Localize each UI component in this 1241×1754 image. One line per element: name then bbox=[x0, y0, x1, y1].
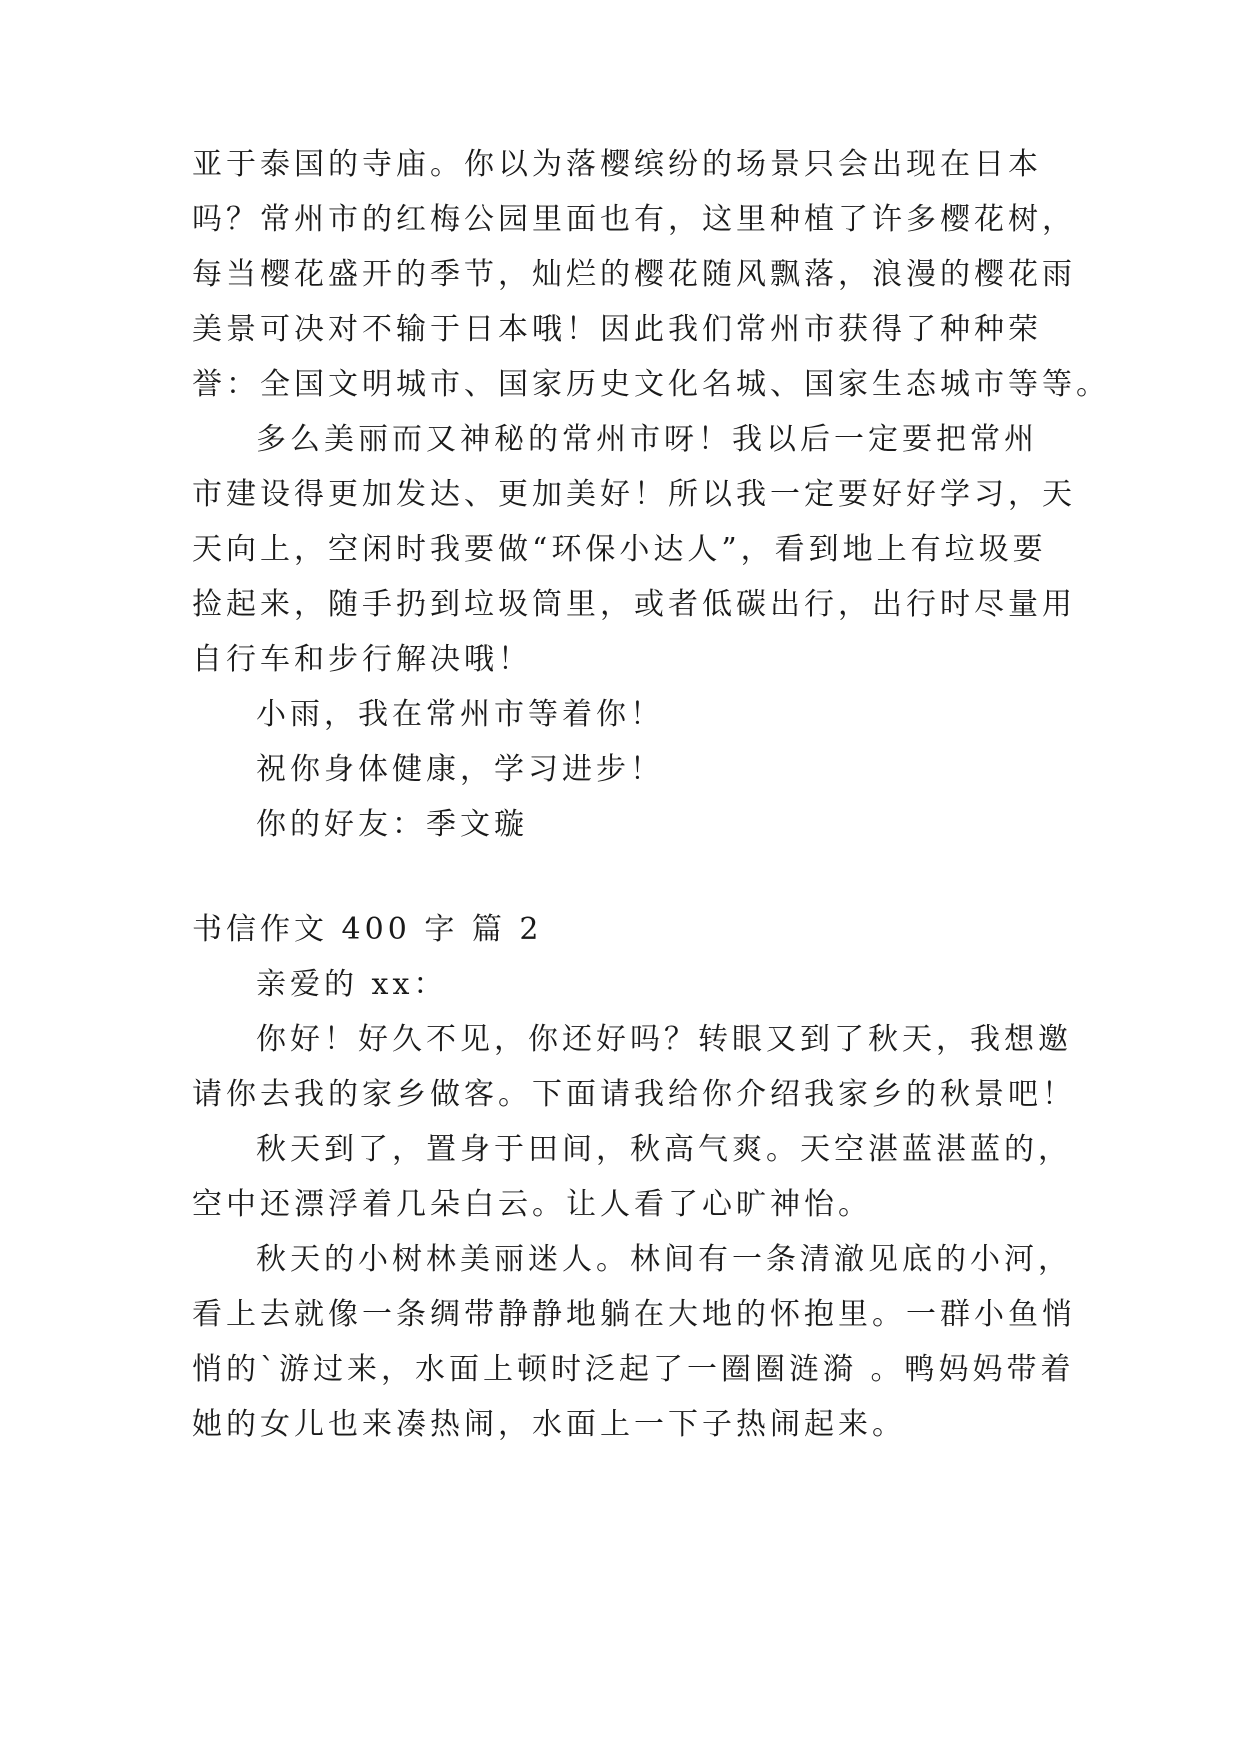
paragraph-line: 吗？常州市的红梅公园里面也有，这里种植了许多樱花树， bbox=[192, 202, 1076, 237]
paragraph-line: 多么美丽而又神秘的常州市呀！我以后一定要把常州 bbox=[256, 422, 1038, 457]
paragraph-line: 看上去就像一条绸带静静地躺在大地的怀抱里。一群小鱼悄 bbox=[192, 1297, 1076, 1332]
paragraph-line: 秋天到了，置身于田间，秋高气爽。天空湛蓝湛蓝的， bbox=[256, 1132, 1072, 1167]
paragraph-line: 你好！好久不见，你还好吗？转眼又到了秋天，我想邀 bbox=[256, 1022, 1072, 1057]
paragraph-line: 空中还漂浮着几朵白云。让人看了心旷神怡。 bbox=[192, 1187, 872, 1222]
paragraph-line: 天向上，空闲时我要做“环保小达人”，看到地上有垃圾要 bbox=[192, 532, 1047, 567]
paragraph-line: 捡起来，随手扔到垃圾筒里，或者低碳出行，出行时尽量用 bbox=[192, 587, 1076, 622]
paragraph-line: 每当樱花盛开的季节，灿烂的樱花随风飘落，浪漫的樱花雨 bbox=[192, 257, 1076, 292]
paragraph-line: 悄的`游过来，水面上顿时泛起了一圈圈涟漪 。鸭妈妈带着 bbox=[192, 1352, 1075, 1387]
signature-line: 你的好友：季文璇 bbox=[256, 807, 528, 842]
paragraph-line: 秋天的小树林美丽迷人。林间有一条清澈见底的小河， bbox=[256, 1242, 1072, 1277]
closing-line: 小雨，我在常州市等着你！ bbox=[256, 697, 664, 732]
paragraph-line: 誉：全国文明城市、国家历史文化名城、国家生态城市等等。 bbox=[192, 367, 1110, 402]
paragraph-line: 她的女儿也来凑热闹，水面上一下子热闹起来。 bbox=[192, 1407, 906, 1442]
closing-line: 祝你身体健康，学习进步！ bbox=[256, 752, 664, 787]
paragraph-line: 美景可决对不输于日本哦！因此我们常州市获得了种种荣 bbox=[192, 312, 1042, 347]
salutation-line: 亲爱的 xx： bbox=[256, 967, 448, 1002]
paragraph-line: 请你去我的家乡做客。下面请我给你介绍我家乡的秋景吧！ bbox=[192, 1077, 1076, 1112]
paragraph-line: 市建设得更加发达、更加美好！所以我一定要好好学习，天 bbox=[192, 477, 1076, 512]
section-heading: 书信作文 400 字 篇 2 bbox=[192, 912, 543, 947]
paragraph-line: 亚于泰国的寺庙。你以为落樱缤纷的场景只会出现在日本 bbox=[192, 147, 1042, 182]
paragraph-line: 自行车和步行解决哦！ bbox=[192, 642, 532, 677]
